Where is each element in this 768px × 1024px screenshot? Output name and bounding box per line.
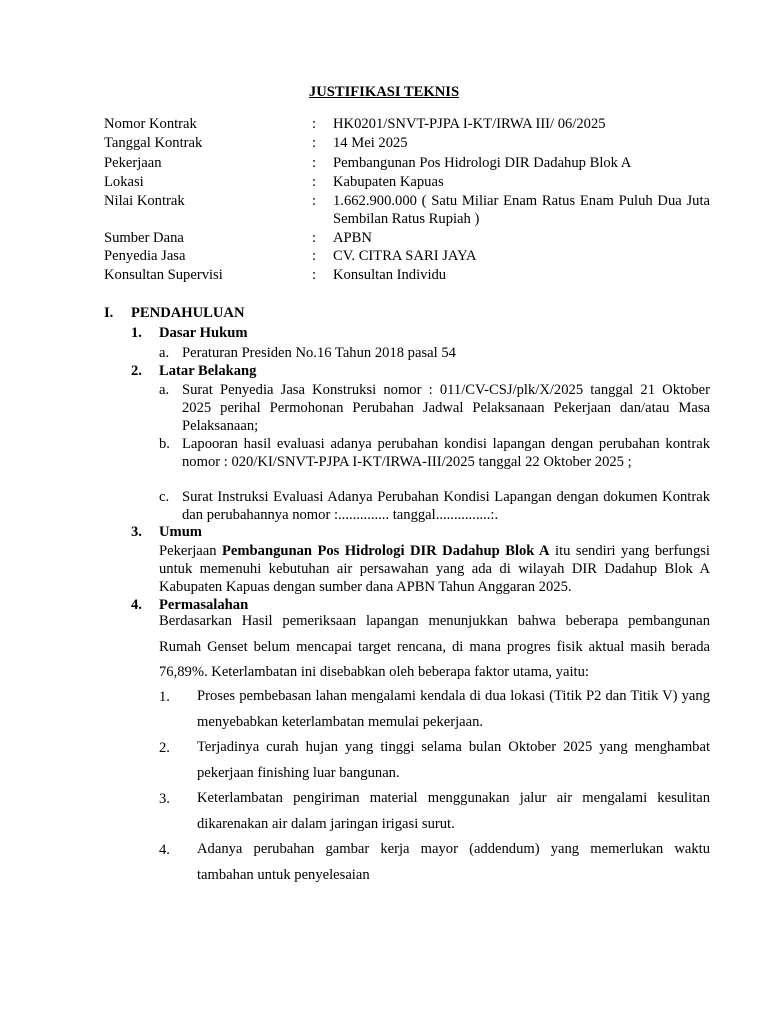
subsection-title: Permasalahan: [159, 597, 249, 613]
info-label: Pekerjaan: [104, 155, 162, 171]
list-marker: a.: [159, 382, 170, 398]
info-colon: :: [312, 193, 317, 209]
list-marker: a.: [159, 345, 170, 361]
list-marker: 4.: [159, 842, 170, 858]
legal-basis-item: Peraturan Presiden No.16 Tahun 2018 pasal 54: [182, 345, 456, 361]
background-item: Surat Instruksi Evaluasi Adanya Perubahan Kondisi Lapangan dengan dokumen Kontrak dan perubahannya nomor :.............. tanggal...............:.: [182, 489, 710, 523]
list-marker: c.: [159, 489, 170, 505]
problem-item: Adanya perubahan gambar kerja mayor (addendum) yang memerlukan waktu tambahan untuk penyelesaian: [197, 841, 710, 883]
problem-intro: Berdasarkan Hasil pemeriksaan lapangan menunjukkan bahwa beberapa pembangunan Rumah Genset belum mencapai target rencana, di mana progres fisik aktual masih berada 76,89%. Keterlambatan ini disebabkan oleh beberapa faktor utama, yaitu:: [159, 613, 710, 681]
section-title: PENDAHULUAN: [131, 305, 245, 321]
subsection-title: Umum: [159, 524, 202, 540]
info-colon: :: [312, 116, 317, 132]
general-text-bold: Pembangunan Pos Hidrologi DIR Dadahup Blok A: [221, 543, 550, 559]
info-value: Kabupaten Kapuas: [333, 174, 444, 190]
list-marker: b.: [159, 436, 170, 452]
problem-item: Proses pembebasan lahan mengalami kendala di dua lokasi (Titik P2 dan Titik V) yang menyebabkan keterlambatan memulai pekerjaan.: [197, 688, 710, 730]
info-value: HK0201/SNVT-PJPA I-KT/IRWA III/ 06/2025: [333, 116, 606, 132]
section-number: I.: [104, 305, 114, 321]
subsection-title: Latar Belakang: [159, 363, 257, 379]
info-label: Nilai Kontrak: [104, 193, 185, 209]
info-colon: :: [312, 248, 317, 264]
info-colon: :: [312, 174, 317, 190]
subsection-number: 1.: [131, 325, 142, 341]
general-text-after: itu sendiri yang berfungsi untuk memenuhi kebutuhan air persawahan yang ada di wilayah DIR Dadahup Blok A Kabupaten Kapuas dengan sumber dana APBN Tahun Anggaran 2025.: [159, 543, 710, 595]
info-value: Konsultan Individu: [333, 267, 447, 283]
info-label: Lokasi: [104, 174, 144, 190]
list-marker: 3.: [159, 791, 170, 807]
problem-item: Keterlambatan pengiriman material menggunakan jalur air mengalami kesulitan dikarenakan air dalam jaringan irigasi surut.: [197, 790, 710, 832]
subsection-number: 3.: [131, 524, 142, 540]
subsection-title: Dasar Hukum: [159, 325, 248, 341]
info-label: Sumber Dana: [104, 230, 184, 246]
background-item: Lapooran hasil evaluasi adanya perubahan kondisi lapangan dengan perubahan kontrak nomor : 020/KI/SNVT-PJPA I-KT/IRWA-III/2025 tanggal 22 Oktober 2025 ;: [182, 436, 710, 470]
subsection-number: 2.: [131, 363, 142, 379]
info-label: Penyedia Jasa: [104, 248, 186, 264]
background-item: Surat Penyedia Jasa Konstruksi nomor : 011/CV-CSJ/plk/X/2025 tanggal 21 Oktober 2025 perihal Permohonan Perubahan Jadwal Pelaksanaan Pekerjaan dan/atau Masa Pelaksanaan;: [182, 382, 710, 434]
info-label: Konsultan Supervisi: [104, 267, 223, 283]
info-value: Pembangunan Pos Hidrologi DIR Dadahup Blok A: [333, 155, 632, 171]
document-title: JUSTIFIKASI TEKNIS: [308, 84, 460, 100]
list-marker: 2.: [159, 740, 170, 756]
info-value: APBN: [333, 230, 372, 246]
info-value: CV. CITRA SARI JAYA: [333, 248, 477, 264]
general-text-before: Pekerjaan: [159, 543, 222, 559]
general-paragraph: [159, 542, 710, 596]
info-colon: :: [312, 155, 317, 171]
problem-item: Terjadinya curah hujan yang tinggi selama bulan Oktober 2025 yang menghambat pekerjaan finishing luar bangunan.: [197, 739, 710, 781]
list-marker: 1.: [159, 689, 170, 705]
info-label: Tanggal Kontrak: [104, 135, 203, 151]
info-colon: :: [312, 135, 317, 151]
info-value: 14 Mei 2025: [333, 135, 408, 151]
info-colon: :: [312, 230, 317, 246]
info-value: 1.662.900.000 ( Satu Miliar Enam Ratus Enam Puluh Dua Juta Sembilan Ratus Rupiah ): [333, 193, 710, 227]
info-colon: :: [312, 267, 317, 283]
info-label: Nomor Kontrak: [104, 116, 197, 132]
subsection-number: 4.: [131, 597, 142, 613]
